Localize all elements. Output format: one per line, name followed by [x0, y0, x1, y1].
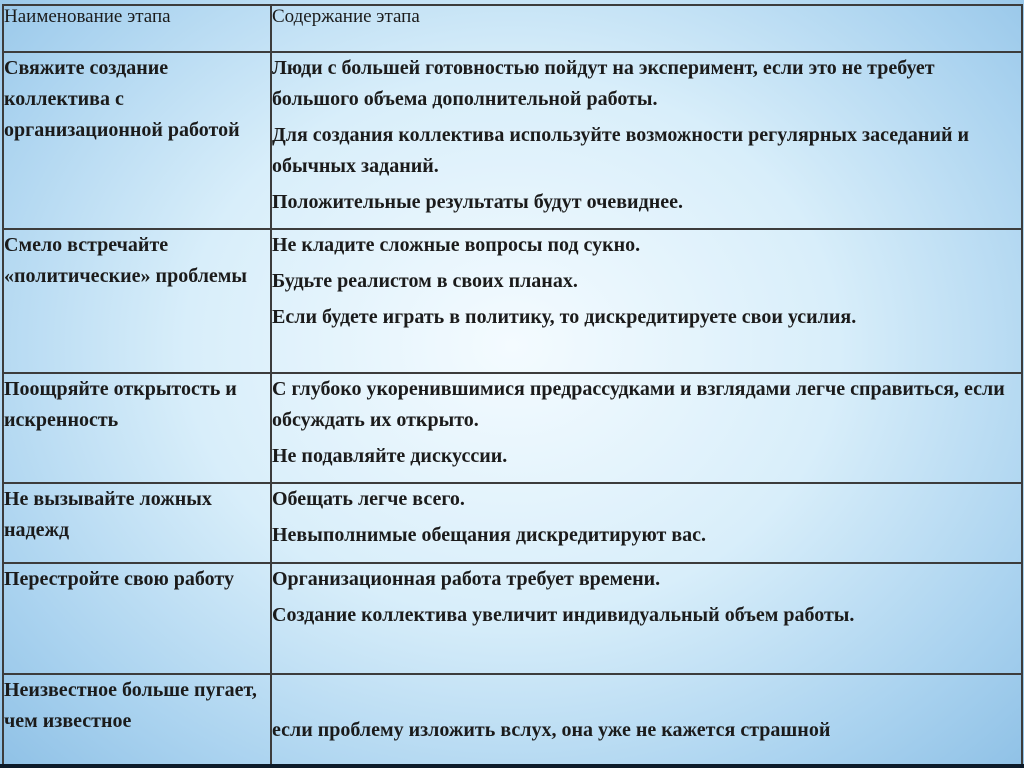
stage-content-line: С глубоко укоренившимися предрассудками и взглядами легче справиться, если обсуждать их открыто.	[272, 378, 1005, 431]
stage-content-cell	[271, 52, 1022, 229]
bottom-divider	[0, 764, 1024, 768]
stage-name-cell: Неизвестное больше пугает, чем известное	[3, 674, 271, 768]
stage-name-cell: Поощряйте открытость и искренность	[3, 373, 271, 483]
table-row	[3, 52, 1022, 229]
stage-content-cell	[271, 563, 1022, 674]
stage-content-line: Положительные результаты будут очевиднее.	[272, 191, 683, 213]
table-header-row	[3, 5, 1022, 52]
table-row	[3, 229, 1022, 373]
header-stage-content: Содержание этапа	[271, 5, 1022, 52]
stage-content-line: Организационная работа требует времени.	[272, 568, 661, 590]
stage-content-line: Не подавляйте дискуссии.	[272, 445, 508, 467]
stage-name-cell: Не вызывайте ложных надежд	[3, 483, 271, 563]
table-row	[3, 373, 1022, 483]
stage-content-cell	[271, 229, 1022, 373]
stage-content-line: Для создания коллектива используйте возможности регулярных заседаний и обычных заданий.	[272, 124, 970, 177]
stage-content-line: Если будете играть в политику, то дискредитируете свои усилия.	[272, 306, 857, 328]
stage-content-line: Люди с большей готовностью пойдут на эксперимент, если это не требует большого объема дополнительной работы.	[272, 57, 935, 110]
stage-content-line: Не кладите сложные вопросы под сукно.	[272, 234, 641, 256]
header-stage-name: Наименование этапа	[3, 5, 271, 52]
stage-content-line: Создание коллектива увеличит индивидуальный объем работы.	[272, 604, 855, 626]
stage-name-cell: Свяжите создание коллектива с организационной работой	[3, 52, 271, 229]
stage-content-line: Обещать легче всего.	[272, 488, 465, 510]
stage-content-cell	[271, 674, 1022, 768]
table-row	[3, 674, 1022, 768]
stage-name-cell: Перестройте свою работу	[3, 563, 271, 674]
stage-content-cell	[271, 373, 1022, 483]
stage-content-line: если проблему изложить вслух, она уже не кажется страшной	[272, 719, 831, 741]
stage-content-line: Невыполнимые обещания дискредитируют вас.	[272, 524, 707, 546]
stage-content-line: Будьте реалистом в своих планах.	[272, 270, 578, 292]
table-row	[3, 483, 1022, 563]
stage-name-cell: Смело встречайте «политические» проблемы	[3, 229, 271, 373]
table-row	[3, 563, 1022, 674]
stage-content-cell	[271, 483, 1022, 563]
stages-table	[2, 4, 1023, 768]
